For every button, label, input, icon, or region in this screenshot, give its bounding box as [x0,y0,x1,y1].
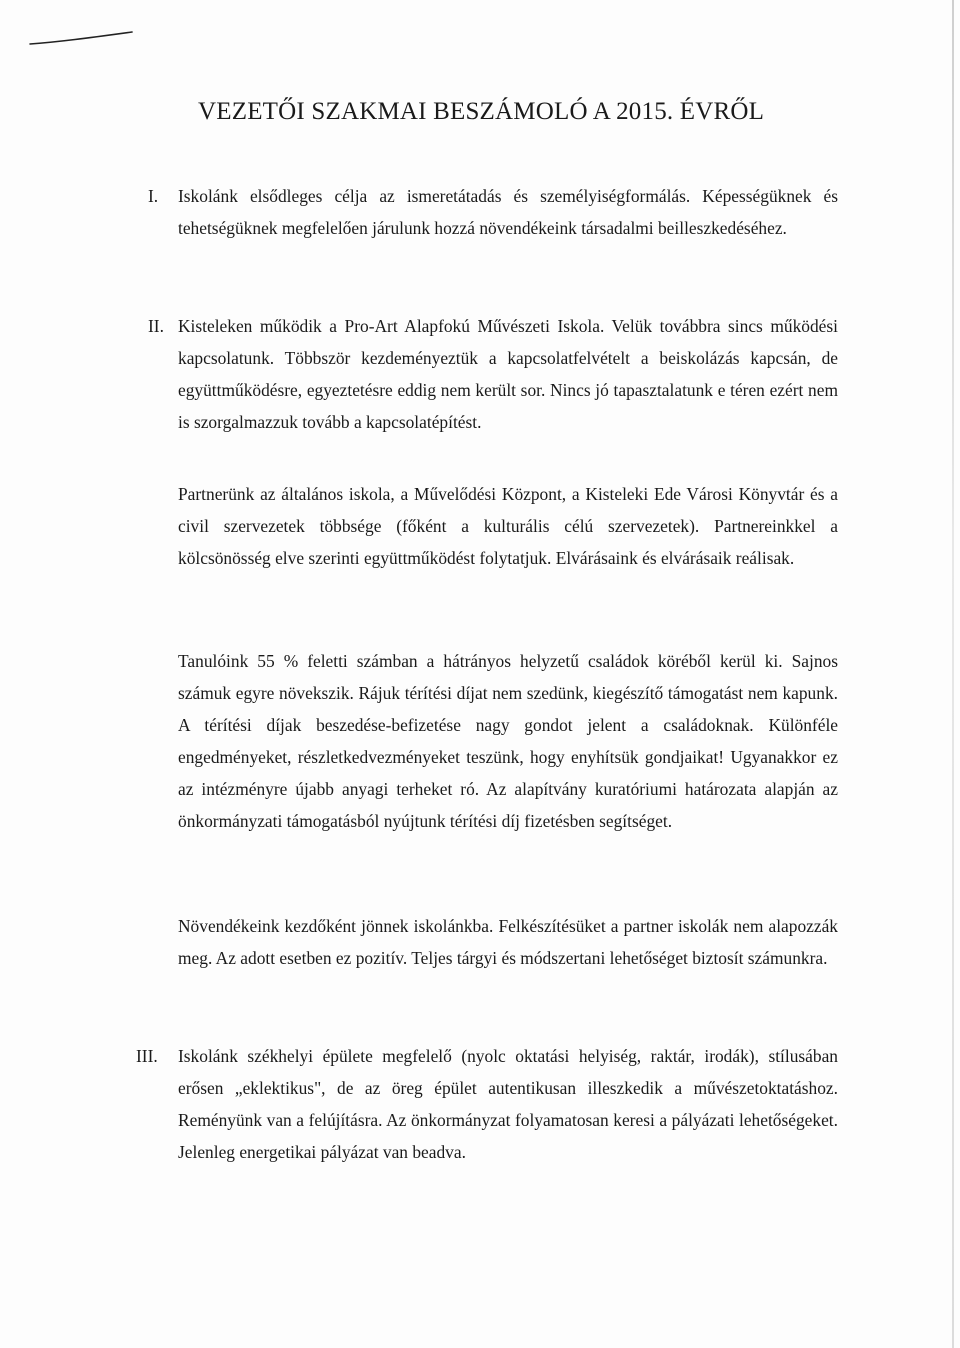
section-text: Iskolánk elsődleges célja az ismeretátadás és személyiségformálás. Képességüknek és tehetségüknek megfelelően járulunk hozzá növendékeink társadalmi beilleszkedéséhez. [178,186,838,238]
section-1 [148,180,838,244]
section-text: Iskolánk székhelyi épülete megfelelő (nyolc oktatási helyiség, raktár, irodák), stílusában erősen „eklektikus", de az öreg épület autentikusan illeszkedik a művészetoktatáshoz. Reményünk van a felújításra. Az önkormányzat folyamatosan keresi a pályázati lehetőségeket. Jelenleg energetikai pályázat van beadva. [178,1046,838,1162]
paragraph-students: Tanulóink 55 % feletti számban a hátrányos helyzetű családok köréből kerül ki. Sajnos számuk egyre növekszik. Rájuk térítési díjat nem szedünk, kiegészítő támogatást nem kapunk. A térítési díjak beszedése-befizetése nagy gondot jelent a családoknak. Különféle engedményeket, részletkedvezményeket teszünk, hogy enyhítsük gondjaikat! Ugyanakkor ez az intézményre újabb anyagi terheket ró. Az alapítvány kuratóriumi határozata alapján az önkormányzati támogatásból nyújtunk térítési díj fizetésben segítséget. [178,651,838,831]
paragraph-pupils: Növendékeink kezdőként jönnek iskolánkba. Felkészítésüket a partner iskolák nem alapozzák meg. Az adott esetben ez pozitív. Teljes tárgyi és módszertani lehetőséget biztosít számunkra. [178,916,838,968]
section-2 [148,310,838,438]
section-3 [136,1040,838,1168]
scan-edge-line [952,0,954,1348]
pen-stroke-mark [28,28,138,48]
paragraph-partners: Partnerünk az általános iskola, a Művelődési Központ, a Kisteleki Ede Városi Könyvtár és a civil szervezetek többsége (főként a kulturális célú szervezetek). Partnereinkkel a kölcsönösség elve szerinti együttműködést folytatjuk. Elvárásaink és elvárásaik reálisak. [178,484,838,568]
document-title: VEZETŐI SZAKMAI BESZÁMOLÓ A 2015. ÉVRŐL [198,98,765,125]
section-number: I. [148,186,159,206]
section-number: III. [136,1046,158,1066]
section-text: Kisteleken működik a Pro-Art Alapfokú Művészeti Iskola. Velük továbbra sincs működési kapcsolatunk. Többször kezdeményeztük a kapcsolatfelvételt a beiskolázás kapcsán, de együttműködésre, egyeztetésre eddig nem került sor. Nincs jó tapasztalatunk e téren ezért nem is szorgalmazzuk tovább a kapcsolatépítést. [178,316,838,432]
section-number: II. [148,316,164,336]
